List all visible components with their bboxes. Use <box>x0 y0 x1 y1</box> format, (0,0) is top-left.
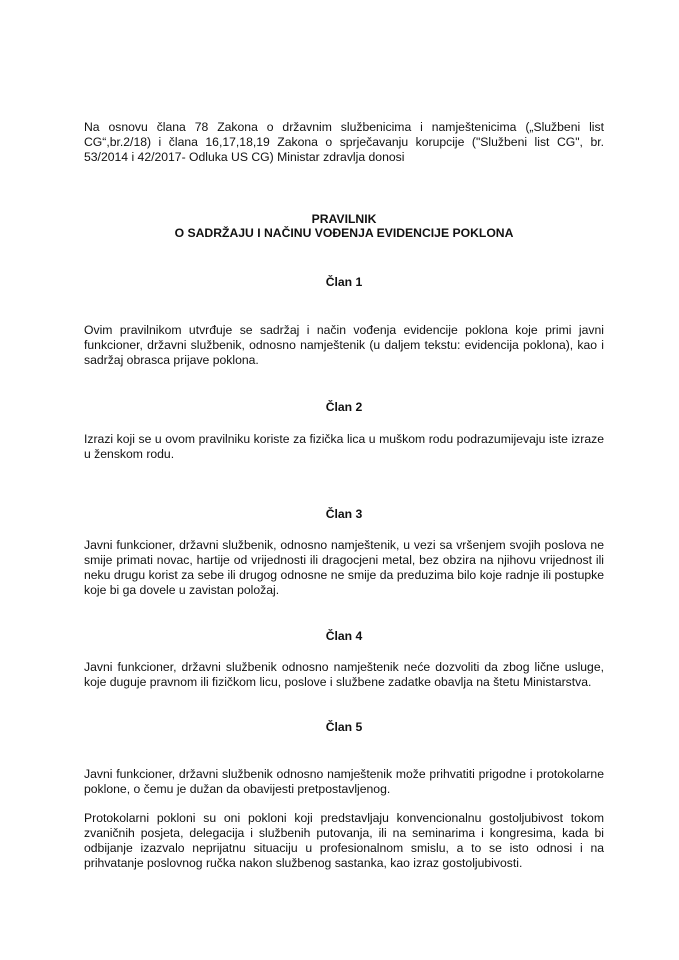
article-5-paragraph-1: Javni funkcioner, državni službenik odnosno namještenik može prihvatiti prigodne i protokolarne poklone, o čemu je dužan da obavijesti pretpostavljenog. <box>84 767 604 796</box>
article-3-heading: Član 3 <box>325 507 363 521</box>
article-5-paragraph-2: Protokolarni pokloni su oni pokloni koji predstavljaju konvencionalnu gostoljubivost tokom zvaničnih posjeta, delegacija i službenih putovanja, ili na seminarima i kongresima, kada bi odbijanje izazvalo neprijatnu situaciju u profesionalnom smislu, a to se isto odnosi i na prihvatanje poslovnog ručka nakon službenog sastanka, kao izraz gostoljubivosti. <box>84 811 604 870</box>
article-2-paragraph: Izrazi koji se u ovom pravilniku koriste za fizička lica u muškom rodu podrazumijevaju iste izraze u ženskom rodu. <box>84 432 604 461</box>
article-5-heading: Član 5 <box>325 720 363 734</box>
preamble-paragraph: Na osnovu člana 78 Zakona o državnim službenicima i namještenicima („Službeni list CG“,br.2/18) i člana 16,17,18,19 Zakona o sprječavanju korupcije ("Službeni list CG", br. 53/2014 i 42/2017- Odluka US CG) Ministar zdravlja donosi <box>84 120 604 164</box>
document-title <box>84 212 604 240</box>
article-3-paragraph: Javni funkcioner, državni službenik, odnosno namještenik, u vezi sa vršenjem svojih poslova ne smije primati novac, hartije od vrijednosti ili dragocjeni metal, bez obzira na njihovu vrijednost ili neku drugu korist za sebe ili drugog odnosne ne smije da preduzima bilo koje radnje ili postupke koje bi ga dovele u zavistan položaj. <box>84 538 604 597</box>
article-2-heading: Član 2 <box>325 400 363 414</box>
title-line-2: O SADRŽAJU I NAČINU VOĐENJA EVIDENCIJE POKLONA <box>174 226 514 240</box>
article-4-paragraph: Javni funkcioner, državni službenik odnosno namještenik neće dozvoliti da zbog lične usluge, koje duguje pravnom ili fizičkom licu, poslove i službene zadatke obavlja na štetu Ministarstva. <box>84 660 604 689</box>
article-1-heading: Član 1 <box>325 275 363 289</box>
title-line-1: PRAVILNIK <box>311 212 377 226</box>
article-1-paragraph: Ovim pravilnikom utvrđuje se sadržaj i način vođenja evidencije poklona koje primi javni funkcioner, državni službenik, odnosno namještenik (u daljem tekstu: evidencija poklona), kao i sadržaj obrasca prijave poklona. <box>84 323 604 367</box>
article-4-heading: Član 4 <box>325 629 363 643</box>
